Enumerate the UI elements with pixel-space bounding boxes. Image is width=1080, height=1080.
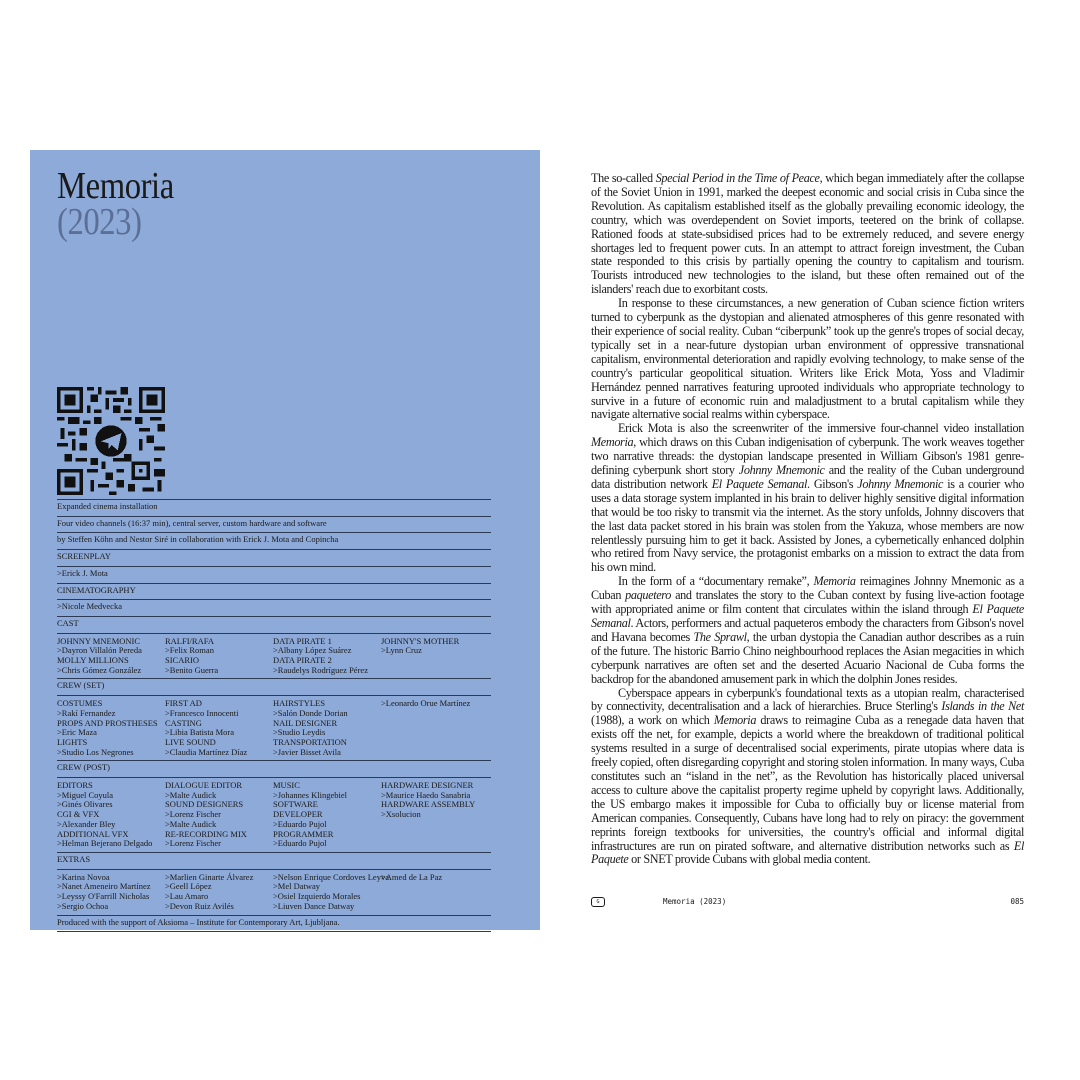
- credit-line: >Salón Donde Dorian: [273, 707, 348, 718]
- credit-line: HAIRSTYLES: [273, 698, 325, 709]
- credit-line: >Sergio Ochoa: [57, 900, 109, 911]
- credit-line: >Nelson Enrique Cordoves Leyva: [273, 871, 389, 882]
- credit-line: >Francesco Innocenti: [165, 707, 239, 718]
- credit-line: >Raudelys Rodríguez Pérez: [273, 664, 368, 675]
- credit-column: [165, 699, 273, 757]
- credit-column: [57, 637, 165, 676]
- cast-label: CAST: [57, 616, 491, 633]
- text-run: Cyberspace appears in cyberpunk's foundational texts as a utopian realm, characterised by connectivity, decentralisation and a lack of hierarchies. Bruce Sterling's: [591, 685, 1024, 714]
- italic-title: Johnny Mnemonic: [857, 476, 944, 491]
- credit-column: [273, 637, 381, 676]
- credit-line: DIALOGUE EDITOR: [165, 780, 243, 791]
- credit-line: >Eric Maza: [57, 727, 97, 738]
- crew-post-grid: [57, 777, 491, 852]
- italic-title: Memoria: [713, 713, 757, 728]
- work-title: [57, 165, 174, 243]
- credit-line: >Albany López Suárez: [273, 645, 352, 656]
- italic-title: Memoria: [813, 574, 856, 589]
- credit-line: >Leyssy O'Farrill Nicholas: [57, 891, 150, 902]
- article-paragraph: [591, 172, 1024, 297]
- credit-column: [381, 781, 491, 849]
- crew-set-grid: [57, 695, 491, 760]
- italic-title: Special Period in the Time of Peace: [655, 171, 820, 185]
- credit-line: >Johannes Klingebiel: [273, 789, 347, 800]
- title-text: Memoria: [57, 165, 174, 207]
- text-run: is a courier who uses a data storage system implanted in his brain to deliver highly sensitive digital information that would be too risky to transmit via the internet. As the story unfolds, Johnny discovers that the last data packet stored in his brain was stolen from the Yakuza, whose members are now relentlessly pursuing him to get it back. Assisted by Jones, a cybernetically enhanced dolphin who retired from Navy service, the protagonist embarks on a mission to extract the data from his own mind.: [591, 476, 1025, 575]
- credit-line: PROPS AND PROSTHESES: [57, 717, 158, 728]
- screenplay-name: >Erick J. Mota: [57, 566, 491, 583]
- text-run: , the urban dystopia the Canadian author describes as a ruin of the future. The historic Barrio Chino neighbourhood replaces the Asian megacities in which cyberpunk narratives are often set and the deserted Acuario Nacional de Cuba forms the backdrop for the abandoned amusement park in which the dolphin Jones resides.: [591, 629, 1024, 686]
- text-run: and translates the story to the Cuban context by fusing live-action footage with appropriated anime or film content that circulates within the island through: [591, 588, 1024, 617]
- credit-line: >Lorenz Fischer: [165, 809, 222, 820]
- credit-line: CGI & VFX: [57, 809, 100, 820]
- credit-line: >Dayron Villalón Pereda: [57, 645, 142, 656]
- credit-line: >Marlien Ginarte Álvarez: [165, 871, 254, 882]
- credit-line: CASTING: [165, 717, 202, 728]
- credit-line: >Karina Novoa: [57, 871, 110, 882]
- extras-label: EXTRAS: [57, 852, 491, 869]
- credit-line: DATA PIRATE 2: [273, 655, 332, 666]
- credit-line: ADDITIONAL VFX: [57, 828, 129, 839]
- article-text: [591, 172, 1024, 867]
- credit-line: >Rakí Fernandez: [57, 707, 116, 718]
- credit-line: HARDWARE ASSEMBLY: [381, 799, 476, 810]
- credit-line: SOUND DESIGNERS: [165, 799, 244, 810]
- cast-grid: [57, 633, 491, 679]
- crew-set-label: CREW (SET): [57, 678, 491, 695]
- credits-panel: [30, 150, 540, 930]
- credit-column: [165, 873, 273, 912]
- credit-line: >Mel Datway: [273, 881, 321, 892]
- italic-title: paquetero: [625, 588, 671, 603]
- italic-title: El Paquete Semanal: [711, 476, 808, 491]
- credit-line: NAIL DESIGNER: [273, 717, 338, 728]
- credit-column: [57, 699, 165, 757]
- credit-line: >Benito Guerra: [165, 664, 219, 675]
- credit-line: HARDWARE DESIGNER: [381, 780, 474, 791]
- italic-title: The Sprawl: [693, 629, 747, 644]
- text-run: , which draws on this Cuban indigenisation of cyberpunk. The work weaves together two narrative threads: the dystopian landscape presented in William Gibson's 1981 genre-defining cyberpunk short story: [591, 435, 1024, 478]
- credit-line: LIGHTS: [57, 736, 88, 747]
- credit-line: RALFI/RAFA: [165, 635, 214, 646]
- credit-line: PROGRAMMER: [273, 828, 334, 839]
- credit-line: >Lorenz Fischer: [165, 838, 222, 849]
- text-run: (1988), a work on which: [591, 713, 714, 728]
- text-run: or SNET provide Cubans with global media content.: [628, 852, 871, 867]
- credit-line: >Eduardo Pujol: [273, 818, 327, 829]
- text-run: In response to these circumstances, a new generation of Cuban science fiction writers turned to cyberpunk as the dystopian and alienated atmospheres of this genre resonated with their experience of social reality. Cuban “ciberpunk” took up the genre's tropes of social decay, typically set in a near-future dystopian urban environment of oppressive transnational capitalism, environmental deterioration and rapidly evolving technology, to make sense of the country's particular geopolitical situation. Writers like Erick Mota, Yoss and Vladimir Hernández penned narratives featuring uprooted individuals who appropriate technology to survive in a future of economic ruin and maladjustment to a brutal capitalism while they navigate alternative social realms within cyberspace.: [591, 296, 1024, 422]
- credit-line: EDITORS: [57, 780, 93, 791]
- credit-line: RE-RECORDING MIX: [165, 828, 247, 839]
- credit-line: >Amed de La Paz: [381, 871, 443, 882]
- credit-column: [57, 873, 165, 912]
- credit-column: [273, 699, 381, 757]
- credit-column: [273, 781, 381, 849]
- credit-line: >Maurice Haedo Sanabria: [381, 789, 471, 800]
- credit-line: >Nanet Ameneiro Martínez: [57, 881, 151, 892]
- article-paragraph: [591, 297, 1024, 422]
- credits-type: Expanded cinema installation: [57, 499, 491, 516]
- footer-title: Memoria (2023): [663, 897, 727, 906]
- credit-line: >Alexander Bley: [57, 818, 116, 829]
- credit-line: >Malte Audick: [165, 789, 217, 800]
- credit-line: SICARIO: [165, 655, 200, 666]
- credit-line: >Studio Los Negrones: [57, 746, 134, 757]
- credit-line: DEVELOPER: [273, 809, 323, 820]
- credit-line: >Leonardo Orue Martínez: [381, 698, 471, 709]
- credit-line: MUSIC: [273, 780, 300, 791]
- credit-line: >Miguel Coyula: [57, 789, 114, 800]
- credit-line: >Claudia Martínez Díaz: [165, 746, 248, 757]
- credit-line: TRANSPORTATION: [273, 736, 347, 747]
- text-run: and the reality of the Cuban underground data distribution network: [591, 463, 1024, 491]
- italic-title: El Paquete: [591, 838, 1024, 867]
- text-run: In the form of a “documentary remake”,: [618, 574, 814, 589]
- text-run: . Gibson's: [807, 476, 858, 491]
- italic-title: Memoria: [591, 435, 634, 450]
- text-run: , which began immediately after the collapse of the Soviet Union in 1991, marked the deepest economic and social crisis in Cuba since the Revolution. As capitalism established itself as the globally prevailing economic ideology, the country, which was overdependent on Soviet imports, teetered on the brink of collapse. Rationed foods at state-subsidised prices had to be extremely reduced, and severe energy shortages led to frequent power cuts. In an attempt to attract foreign investment, the Cuban state responded to this crisis by partially opening the country to capitalism and tourism. Tourists introduced new technologies to the island, but these often remained out of the islanders' reach due to exorbitant costs.: [591, 171, 1025, 297]
- article-paragraph: [591, 422, 1024, 575]
- credit-line: >Ginés Olivares: [57, 799, 113, 810]
- credit-line: >Geell López: [165, 881, 212, 892]
- credit-line: >Chris Gómez González: [57, 664, 142, 675]
- crew-post-label: CREW (POST): [57, 760, 491, 777]
- text-run: reimagines Johnny Mnemonic as a Cuban: [591, 574, 1024, 603]
- text-run: . Actors, performers and actual paqueteros embody the characters from Gibson's novel and Havana becomes: [591, 616, 1024, 644]
- title-year: (2023): [57, 201, 142, 243]
- credit-line: SOFTWARE: [273, 799, 318, 810]
- credit-line: >Lau Amaro: [165, 891, 209, 902]
- credit-line: COSTUMES: [57, 698, 103, 709]
- credit-column: [381, 873, 491, 912]
- credit-line: >Javier Bisset Avila: [273, 746, 341, 757]
- italic-title: Johnny Mnemonic: [738, 463, 825, 478]
- page-footer: [591, 896, 1024, 910]
- credit-column: [381, 637, 491, 676]
- article-paragraph: [591, 575, 1024, 686]
- credits-list: [57, 499, 491, 932]
- text-run: draws to reimagine Cuba as a renegade data haven that exists off the net, for example, depicts a world where the breakdown of traditional political systems resulted in a surge of decentralised social experiments, pirate utopias where data is freely copied, often disregarding copyright and storing stolen information. In many ways, Cuba constitutes such an “island in the net”, as the Revolution has historically placed universal access to culture above the capitalist property regime upheld by copyright laws. Additionally, the US embargo makes it impossible for Cuba to officially buy or license material from American companies. Consequently, Cubans have long had to rely on piracy: the government reprints foreign textbooks for universities, the country's official and informal digital infrastructures are run on pirated software, and alternative distribution networks such as: [591, 713, 1024, 853]
- screenplay-label: SCREENPLAY: [57, 549, 491, 566]
- credit-line: >Libia Batista Mora: [165, 727, 235, 738]
- cinematography-label: CINEMATOGRAPHY: [57, 583, 491, 600]
- credits-authors: by Steffen Köhn and Nestor Siré in collaboration with Erick J. Mota and Copincha: [57, 532, 491, 549]
- publisher-logo-icon: G: [591, 897, 605, 907]
- credit-line: >Felix Roman: [165, 645, 214, 656]
- credit-column: [165, 637, 273, 676]
- text-run: Erick Mota is also the screenwriter of the immersive four-channel video installation: [618, 421, 1024, 436]
- article-paragraph: [591, 687, 1024, 868]
- credit-line: >Eduardo Pujol: [273, 838, 327, 849]
- qr-code[interactable]: [57, 387, 165, 495]
- credit-line: >Liuven Dance Datway: [273, 900, 355, 911]
- credit-line: >Osiel Izquierdo Morales: [273, 891, 361, 902]
- credit-column: [165, 781, 273, 849]
- cinematography-name: >Nicole Medvecka: [57, 599, 491, 616]
- credit-line: >Helman Bejerano Delgado: [57, 838, 153, 849]
- credit-column: [381, 699, 491, 757]
- credit-line: >Devon Ruiz Avilés: [165, 900, 234, 911]
- support-note: Produced with the support of Aksioma – Institute for Contemporary Art, Ljubljana.: [57, 915, 491, 933]
- credit-line: JOHNNY'S MOTHER: [381, 635, 460, 646]
- credit-line: >Malte Audick: [165, 818, 217, 829]
- page-number: 085: [1010, 897, 1024, 906]
- extras-grid: [57, 869, 491, 915]
- credit-line: >Xsolucion: [381, 809, 421, 820]
- credit-column: [57, 781, 165, 849]
- italic-title: Islands in the Net: [941, 699, 1024, 714]
- credit-line: LIVE SOUND: [165, 736, 216, 747]
- text-run: The so-called: [591, 171, 656, 185]
- credits-format: Four video channels (16:37 min), central server, custom hardware and software: [57, 516, 491, 533]
- italic-title: El Paquete Semanal: [591, 602, 1024, 630]
- credit-line: >Lynn Cruz: [381, 645, 422, 656]
- credit-line: JOHNNY MNEMONIC: [57, 635, 141, 646]
- credit-line: DATA PIRATE 1: [273, 635, 332, 646]
- credit-line: MOLLY MILLIONS: [57, 655, 129, 666]
- credit-column: [273, 871, 389, 912]
- credit-line: >Studio Leydis: [273, 727, 326, 738]
- credit-line: FIRST AD: [165, 698, 202, 709]
